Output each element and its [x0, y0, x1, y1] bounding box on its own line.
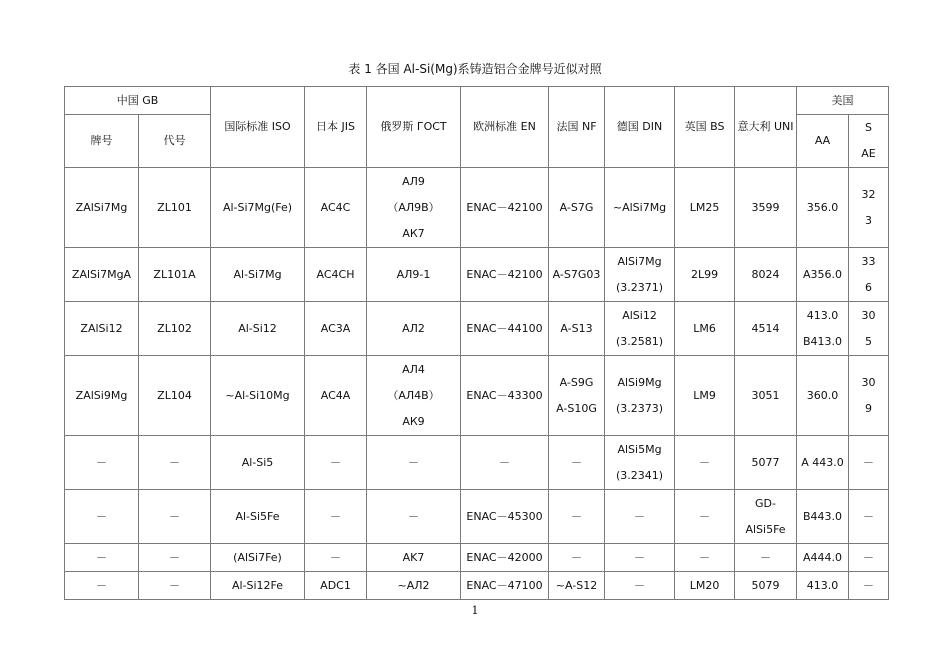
header-sae-line: S	[865, 121, 872, 134]
cell-din	[605, 544, 675, 572]
cell-nf-line: －	[571, 509, 583, 523]
cell-gost	[367, 356, 461, 436]
cell-uni	[735, 490, 797, 544]
table-row	[65, 302, 889, 356]
cell-en: ENAC－43300	[461, 356, 549, 436]
header-usa: 美国	[797, 87, 889, 115]
cell-bs: －	[675, 544, 735, 572]
table-row	[65, 544, 889, 572]
cell-en: ENAC－45300	[461, 490, 549, 544]
header-jis: 日本 JIS	[305, 87, 367, 168]
table-row	[65, 356, 889, 436]
cell-uni	[735, 168, 797, 248]
cell-code: －	[139, 436, 211, 490]
cell-code: ZL102	[139, 302, 211, 356]
cell-aa-line: 356.0	[806, 200, 839, 214]
cell-gost-line: －	[408, 455, 420, 469]
table-row	[65, 572, 889, 600]
cell-iso: ~Al-Si10Mg	[211, 356, 305, 436]
cell-code: ZL101A	[139, 248, 211, 302]
cell-grade: －	[65, 572, 139, 600]
cell-din-line: AlSi7Mg	[617, 254, 662, 268]
cell-din	[605, 490, 675, 544]
cell-sae-line: 32	[861, 187, 876, 201]
cell-uni-line: 8024	[751, 267, 780, 281]
cell-gost	[367, 248, 461, 302]
cell-sae-line: －	[863, 455, 875, 469]
cell-nf	[549, 248, 605, 302]
cell-aa-line: 360.0	[806, 388, 839, 402]
cell-uni-line: 3599	[751, 200, 780, 214]
cell-sae-line: 9	[865, 401, 873, 415]
cell-aa-line: B443.0	[802, 509, 843, 523]
table-row	[65, 248, 889, 302]
cell-iso: Al-Si5	[211, 436, 305, 490]
cell-nf	[549, 544, 605, 572]
cell-gost-line: －	[408, 509, 420, 523]
cell-din-line: －	[634, 550, 646, 564]
cell-aa	[797, 168, 849, 248]
cell-grade: ZAlSi7Mg	[65, 168, 139, 248]
cell-nf-line: －	[571, 455, 583, 469]
cell-bs: －	[675, 436, 735, 490]
cell-jis: －	[305, 436, 367, 490]
header-din: 德国 DIN	[605, 87, 675, 168]
cell-sae	[849, 544, 889, 572]
cell-nf-line: －	[571, 550, 583, 564]
cell-nf	[549, 436, 605, 490]
cell-aa	[797, 544, 849, 572]
cell-code: ZL104	[139, 356, 211, 436]
cell-gost-line: АЛ9-1	[396, 267, 431, 281]
cell-grade: ZAlSi7MgA	[65, 248, 139, 302]
cell-aa	[797, 490, 849, 544]
cell-gost-line: АК9	[402, 414, 425, 428]
cell-grade: ZAlSi12	[65, 302, 139, 356]
cell-aa	[797, 356, 849, 436]
cell-bs: LM9	[675, 356, 735, 436]
header-en: 欧洲标准 EN	[461, 87, 549, 168]
cell-din	[605, 436, 675, 490]
cell-nf	[549, 572, 605, 600]
cell-aa	[797, 302, 849, 356]
cell-gost-line: （АЛ4В）	[387, 388, 440, 402]
header-sae-line: AE	[861, 147, 876, 160]
cell-gost-line: АК7	[402, 226, 425, 240]
cell-din	[605, 168, 675, 248]
cell-en: ENAC－42100	[461, 248, 549, 302]
cell-aa-line: 413.0	[806, 308, 839, 322]
header-code: 代号	[139, 115, 211, 168]
table-title: 表 1 各国 Al-Si(Mg)系铸造铝合金牌号近似对照	[348, 62, 602, 76]
cell-gost	[367, 572, 461, 600]
cell-gost-line: ~АЛ2	[397, 578, 430, 592]
cell-sae-line: －	[863, 550, 875, 564]
cell-grade: －	[65, 490, 139, 544]
cell-gost	[367, 436, 461, 490]
cell-iso: Al-Si12	[211, 302, 305, 356]
cell-jis: －	[305, 490, 367, 544]
cell-din	[605, 248, 675, 302]
cell-sae	[849, 436, 889, 490]
header-iso: 国际标准 ISO	[211, 87, 305, 168]
cell-uni	[735, 544, 797, 572]
cell-din-line: (3.2581)	[615, 334, 664, 348]
cell-sae	[849, 302, 889, 356]
cell-uni-line: GD-	[755, 496, 776, 510]
header-row-1	[65, 87, 889, 115]
cell-jis: AC3A	[305, 302, 367, 356]
cell-uni-line: AlSi5Fe	[745, 522, 786, 536]
cell-gost-line: АЛ2	[402, 321, 425, 335]
cell-gost-line: АЛ4	[402, 362, 425, 376]
cell-gost	[367, 302, 461, 356]
header-nf: 法国 NF	[549, 87, 605, 168]
cell-uni	[735, 248, 797, 302]
cell-nf	[549, 490, 605, 544]
cell-sae	[849, 248, 889, 302]
cell-gost-line: АЛ9	[402, 174, 425, 188]
cell-uni	[735, 302, 797, 356]
cell-din	[605, 356, 675, 436]
cell-bs: LM20	[675, 572, 735, 600]
table-row	[65, 436, 889, 490]
cell-aa	[797, 572, 849, 600]
header-bs: 英国 BS	[675, 87, 735, 168]
cell-iso: (AlSi7Fe)	[211, 544, 305, 572]
cell-nf-line: A-S10G	[556, 401, 597, 415]
cell-gost	[367, 544, 461, 572]
cell-din-line: (3.2371)	[615, 280, 664, 294]
cell-en: ENAC－42100	[461, 168, 549, 248]
cell-iso: Al-Si7Mg	[211, 248, 305, 302]
cell-gost-line: （АЛ9В）	[387, 200, 440, 214]
cell-sae	[849, 490, 889, 544]
cell-din-line: ~AlSi7Mg	[612, 200, 667, 214]
cell-uni	[735, 356, 797, 436]
cell-jis: AC4C	[305, 168, 367, 248]
cell-bs: LM25	[675, 168, 735, 248]
cell-code: －	[139, 490, 211, 544]
cell-grade: －	[65, 436, 139, 490]
cell-aa-line: A356.0	[803, 267, 843, 281]
cell-jis: －	[305, 544, 367, 572]
cell-din-line: AlSi5Mg	[617, 442, 662, 456]
cell-en: ENAC－47100	[461, 572, 549, 600]
cell-sae-line: 30	[861, 308, 876, 322]
cell-aa-line: A 443.0	[801, 455, 844, 469]
cell-iso: Al-Si12Fe	[211, 572, 305, 600]
cell-sae-line: 5	[865, 334, 873, 348]
cell-nf-line: ~A-S12	[555, 578, 598, 592]
cell-uni-line: 4514	[751, 321, 780, 335]
header-china-gb: 中国 GB	[65, 87, 211, 115]
cell-nf	[549, 168, 605, 248]
cell-din-line: (3.2373)	[615, 401, 664, 415]
cell-gost-line: AK7	[402, 550, 425, 564]
cell-en: ENAC－42000	[461, 544, 549, 572]
cell-nf-line: A-S13	[560, 321, 593, 335]
cell-sae	[849, 356, 889, 436]
cell-din	[605, 572, 675, 600]
cell-code: －	[139, 544, 211, 572]
cell-grade: －	[65, 544, 139, 572]
cell-sae-line: 6	[865, 280, 873, 294]
cell-sae	[849, 572, 889, 600]
cell-code: ZL101	[139, 168, 211, 248]
cell-iso: Al-Si5Fe	[211, 490, 305, 544]
cell-grade: ZAlSi9Mg	[65, 356, 139, 436]
cell-uni-line: 5079	[751, 578, 780, 592]
cell-nf-line: A-S7G	[559, 200, 594, 214]
cell-aa	[797, 436, 849, 490]
cell-gost	[367, 168, 461, 248]
cell-en: －	[461, 436, 549, 490]
cell-jis: AC4CH	[305, 248, 367, 302]
cell-sae-line: 30	[861, 375, 876, 389]
cell-jis: AC4A	[305, 356, 367, 436]
cell-uni-line: －	[760, 550, 772, 564]
cell-sae-line: 3	[865, 213, 873, 227]
table-row	[65, 490, 889, 544]
cell-uni	[735, 436, 797, 490]
cell-din-line: －	[634, 509, 646, 523]
cell-gost	[367, 490, 461, 544]
cell-bs: 2L99	[675, 248, 735, 302]
cell-din-line: AlSi12	[622, 308, 657, 322]
cell-sae-line: 33	[861, 254, 876, 268]
header-sae	[849, 115, 889, 168]
cell-code: －	[139, 572, 211, 600]
cell-en: ENAC－44100	[461, 302, 549, 356]
cell-jis: ADC1	[305, 572, 367, 600]
cell-sae-line: －	[863, 578, 875, 592]
cell-bs: LM6	[675, 302, 735, 356]
header-gost: 俄罗斯 ГОСТ	[367, 87, 461, 168]
cell-aa	[797, 248, 849, 302]
page-number: 1	[471, 604, 479, 617]
header-aa: AA	[797, 115, 849, 168]
cell-sae	[849, 168, 889, 248]
cell-nf	[549, 356, 605, 436]
header-uni: 意大利 UNI	[735, 87, 797, 168]
header-grade: 牌号	[65, 115, 139, 168]
cell-din	[605, 302, 675, 356]
cell-bs: －	[675, 490, 735, 544]
cell-uni-line: 5077	[751, 455, 780, 469]
alloy-comparison-table	[64, 86, 889, 600]
cell-din-line: (3.2341)	[615, 468, 664, 482]
cell-nf	[549, 302, 605, 356]
cell-iso: Al-Si7Mg(Fe)	[211, 168, 305, 248]
cell-aa-line: B413.0	[802, 334, 843, 348]
cell-aa-line: 413.0	[806, 578, 839, 592]
cell-nf-line: A-S9G	[559, 375, 594, 389]
cell-uni-line: 3051	[751, 388, 780, 402]
table-row	[65, 168, 889, 248]
cell-din-line: AlSi9Mg	[617, 375, 662, 389]
cell-uni	[735, 572, 797, 600]
cell-din-line: －	[634, 578, 646, 592]
cell-aa-line: A444.0	[803, 550, 843, 564]
cell-sae-line: －	[863, 509, 875, 523]
cell-nf-line: A-S7G03	[552, 267, 601, 281]
